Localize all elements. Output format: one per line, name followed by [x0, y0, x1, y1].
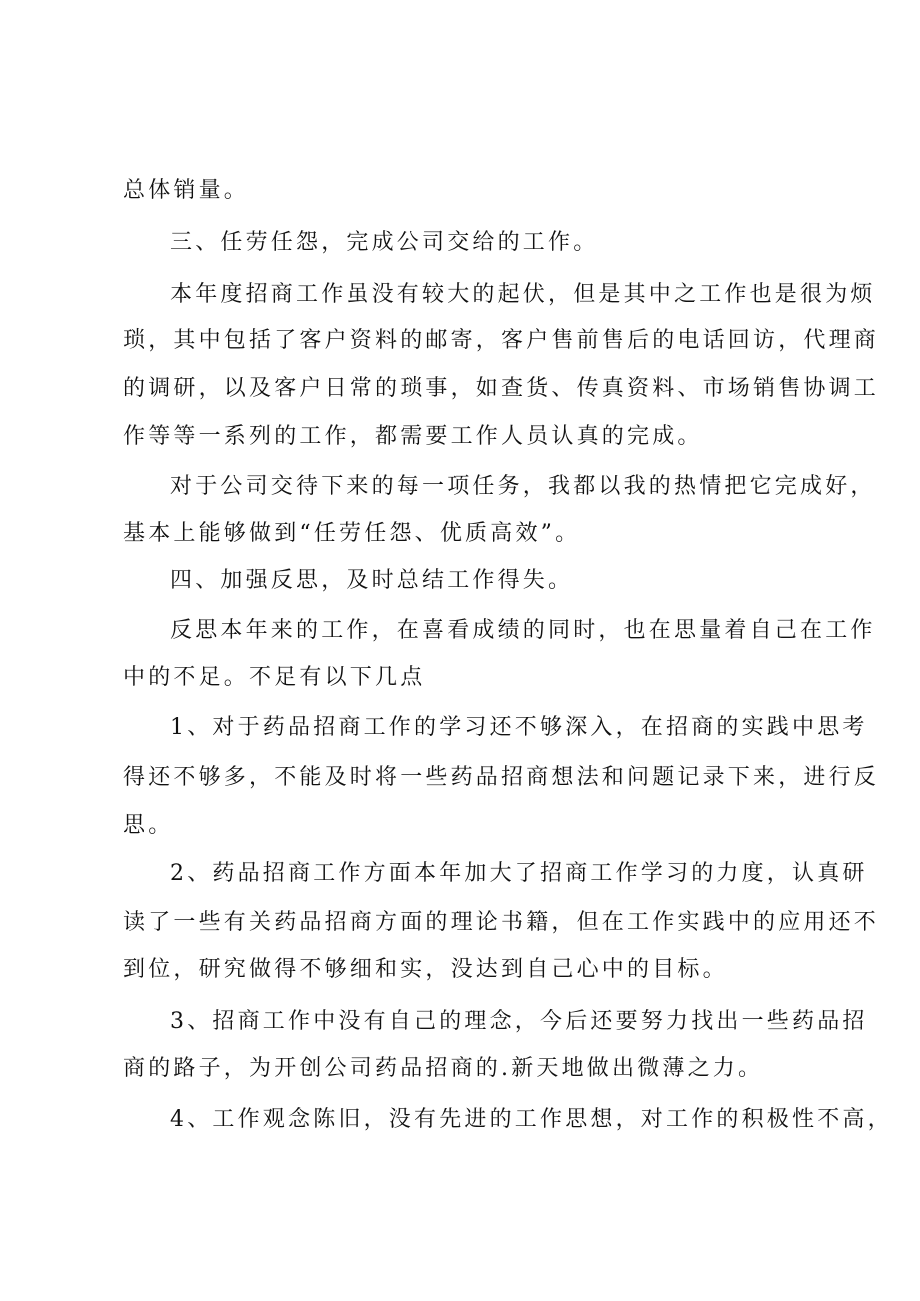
- text-line: 对于公司交待下来的每一项任务，我都以我的热情把它完成好，: [170, 474, 876, 499]
- list-item: 2、药品招商工作方面本年加大了招商工作学习的力度，认真研: [170, 861, 868, 886]
- text-line: 反思本年来的工作，在喜看成绩的同时，也在思量着自己在工作: [170, 618, 876, 643]
- section-heading: 三、任劳任怨，完成公司交给的工作。: [170, 230, 599, 255]
- text-line: 琐，其中包括了客户资料的邮寄，客户售前售后的电话回访，代理商: [123, 328, 880, 353]
- text-line: 的调研，以及客户日常的琐事，如查货、传真资料、市场销售协调工: [123, 376, 880, 401]
- list-item: 3、招商工作中没有自己的理念，今后还要努力找出一些药品招: [170, 1009, 868, 1034]
- text-line: 读了一些有关药品招商方面的理论书籍，但在工作实践中的应用还不: [123, 910, 880, 935]
- text-line: 思。: [123, 813, 174, 838]
- text-line: 总体销量。: [123, 178, 250, 203]
- text-line: 本年度招商工作虽没有较大的起伏，但是其中之工作也是很为烦: [170, 282, 876, 307]
- text-line: 商的路子，为开创公司药品招商的.新天地做出微薄之力。: [123, 1056, 764, 1081]
- text-line: 基本上能够做到“任劳任怨、优质高效”。: [123, 521, 581, 546]
- text-line: 得还不够多，不能及时将一些药品招商想法和问题记录下来，进行反: [123, 765, 880, 790]
- list-item: 4、工作观念陈旧，没有先进的工作思想，对工作的积极性不高，: [170, 1107, 893, 1132]
- text-line: 作等等一系列的工作，都需要工作人员认真的完成。: [123, 424, 703, 449]
- text-line: 到位，研究做得不够细和实，没达到自己心中的目标。: [123, 957, 728, 982]
- section-heading: 四、加强反思，及时总结工作得失。: [170, 568, 574, 593]
- list-item: 1、对于药品招商工作的学习还不够深入，在招商的实践中思考: [170, 715, 868, 740]
- text-line: 中的不足。不足有以下几点: [123, 665, 426, 690]
